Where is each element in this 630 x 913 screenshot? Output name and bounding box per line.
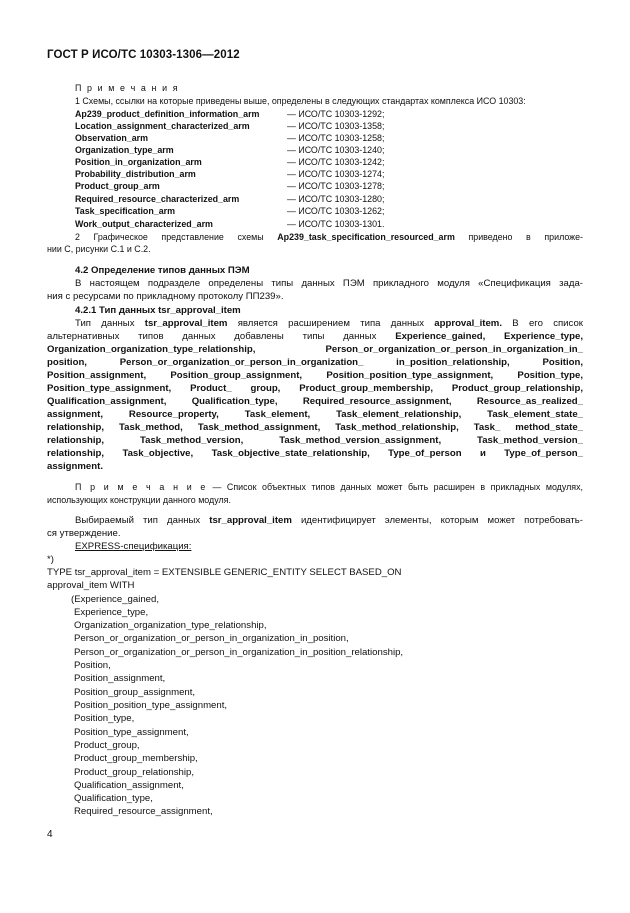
note-1: 1 Схемы, ссылки на которые приведены выше, определены в следующих стандартах комплекса ИСО 10303: [75,96,526,106]
paragraph-line: relationship, Task_method, Task_method_assignment, Task_method_relationship, Task_ method_state_ [47,422,583,433]
schema-ref: — ИСО/ТС 10303-1292; [287,109,385,119]
schema-name: Observation_arm [75,133,149,143]
paragraph-line: Organization_organization_type_relationship, Person_or_organization_or_person_in_organization_in_ [47,344,583,355]
code-line: Product_group, [74,740,140,751]
code-line: Position_type_assignment, [74,727,189,738]
notes-title: П р и м е ч а н и я [75,83,180,93]
schema-name: Task_specification_arm [75,206,175,216]
schema-name: Probability_distribution_arm [75,169,196,179]
section-4-2-text: В настоящем подразделе определены типы данных ПЭМ прикладного модуля «Спецификация зада- [75,278,583,289]
code-line: Qualification_assignment, [74,780,184,791]
section-4-2-1-title: 4.2.1 Тип данных tsr_approval_item [75,305,241,316]
schema-ref: — ИСО/ТС 10303-1240; [287,145,385,155]
code-line: Position, [74,660,111,671]
schema-ref: — ИСО/ТС 10303-1358; [287,121,385,131]
select-type-paragraph-cont: ся утверждение. [47,528,121,539]
schema-ref: — ИСО/ТС 10303-1242; [287,157,385,167]
schema-ref: — ИСО/ТС 10303-1301. [287,219,385,229]
schema-ref: — ИСО/ТС 10303-1278; [287,181,385,191]
code-line: *) [47,554,54,565]
code-line: TYPE tsr_approval_item = EXTENSIBLE GENERIC_ENTITY SELECT BASED_ON [47,567,402,578]
paragraph-line: assignment, Resource_property, Task_element, Task_element_relationship, Task_element_state_ [47,409,583,420]
code-line: approval_item WITH [47,580,135,591]
note-3: П р и м е ч а н и е — Список объектных типов данных может быть расширен в прикладных модулях, [75,482,583,492]
paragraph-line: assignment. [47,461,103,472]
schema-ref: — ИСО/ТС 10303-1280; [287,194,385,204]
page-number: 4 [47,829,53,840]
code-line: Position_assignment, [74,673,166,684]
paragraph-line: альтернативных типов данных добавлены типы данных Experience_gained, Experience_type, [47,331,583,342]
page-header: ГОСТ Р ИСО/ТС 10303-1306—2012 [47,49,240,61]
schema-name: Work_output_characterized_arm [75,219,213,229]
section-4-2-text-cont: ния с ресурсами по прикладному протоколу ПП239». [47,291,284,302]
note-2-cont: нии С, рисунки С.1 и С.2. [47,244,151,254]
paragraph-line: relationship, Task_method_version, Task_method_version_assignment, Task_method_version_ [47,435,583,446]
paragraph-line: position, Person_or_organization_or_person_in_organization_ in_position_relationship, Position, [47,357,583,368]
code-line: Organization_organization_type_relationship, [74,620,267,631]
schema-name: Location_assignment_characterized_arm [75,121,250,131]
paragraph-line: Position_assignment, Position_group_assignment, Position_position_type_assignment, Position_type, [47,370,583,381]
code-line: Product_group_membership, [74,753,198,764]
code-line: Qualification_type, [74,793,153,804]
code-line: Required_resource_assignment, [74,806,213,817]
paragraph-line: relationship, Task_objective, Task_objective_state_relationship, Type_of_person и Type_of_person_ [47,448,583,459]
schema-ref: — ИСО/ТС 10303-1262; [287,206,385,216]
code-line: Product_group_relationship, [74,767,195,778]
schema-ref: — ИСО/ТС 10303-1258; [287,133,385,143]
schema-name: Ap239_product_definition_information_arm [75,109,260,119]
paragraph-line: Тип данных tsr_approval_item является расширением типа данных approval_item. В его список [75,318,583,329]
code-line: Person_or_organization_or_person_in_organization_in_position, [74,633,349,644]
code-line: Position_position_type_assignment, [74,700,228,711]
express-label: EXPRESS-спецификация: [75,541,192,552]
paragraph-line: Position_type_assignment, Product_ group, Product_group_membership, Product_group_relationship, [47,383,583,394]
note-3-cont: использующих конструкции данного модуля. [47,495,231,505]
select-type-paragraph: Выбираемый тип данных tsr_approval_item идентифицирует элементы, которым может потребовать- [75,515,583,526]
schema-name: Position_in_organization_arm [75,157,202,167]
paragraph-line: Qualification_assignment, Qualification_type, Required_resource_assignment, Resource_as_realized_ [47,396,583,407]
code-line: Position_type, [74,713,135,724]
section-4-2-title: 4.2 Определение типов данных ПЭМ [75,265,250,276]
code-line: Person_or_organization_or_person_in_organization_in_position_relationship, [74,647,404,658]
code-line: Experience_type, [74,607,149,618]
schema-ref: — ИСО/ТС 10303-1274; [287,169,385,179]
code-line: Position_group_assignment, [74,687,196,698]
code-line: (Experience_gained, [71,594,160,605]
schema-name: Organization_type_arm [75,145,174,155]
schema-name: Required_resource_characterized_arm [75,194,240,204]
note-2: 2 Графическое представление схемы Ap239_task_specification_resourced_arm приведено в приложе- [75,232,584,242]
schema-name: Product_group_arm [75,181,160,191]
